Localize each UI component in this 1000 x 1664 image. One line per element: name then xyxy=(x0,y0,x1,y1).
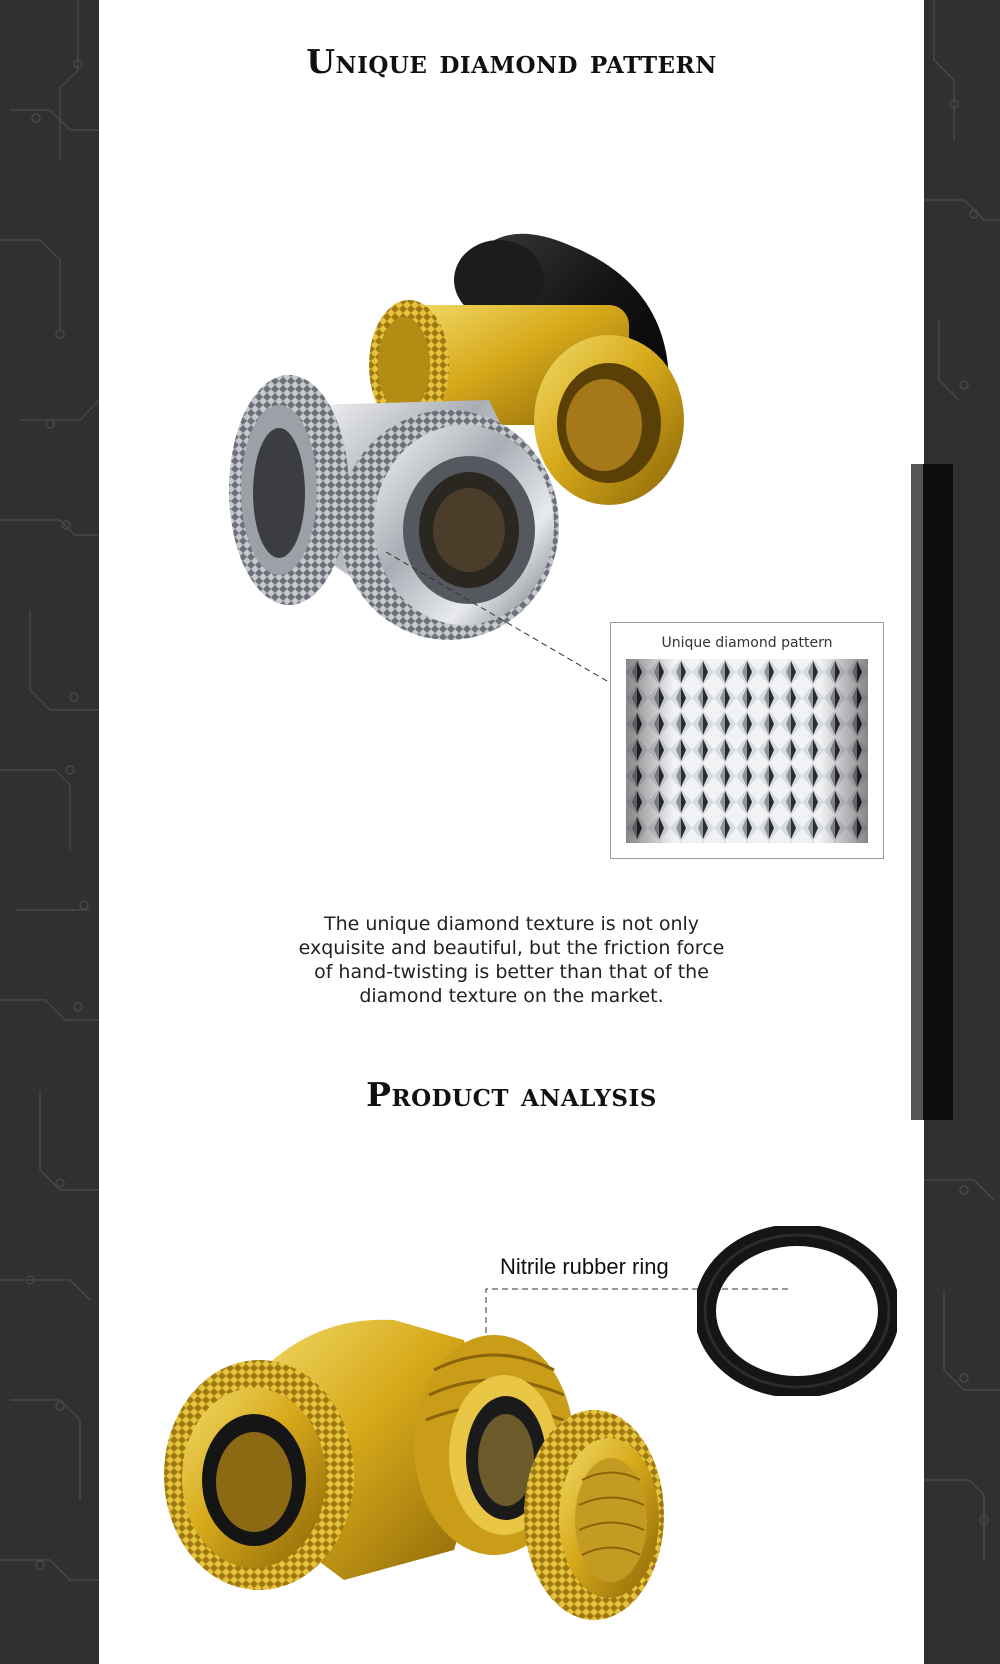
rubber-ring-label: Nitrile rubber ring xyxy=(500,1254,669,1279)
section-heading-product-analysis: Product analysis xyxy=(366,1075,657,1114)
left-background-strip xyxy=(0,0,99,1664)
diamond-texture-closeup xyxy=(626,659,868,843)
scrollbar-thumb-edge xyxy=(911,464,923,1120)
circuit-pattern-left xyxy=(0,0,99,1664)
scrollbar[interactable] xyxy=(911,464,953,1120)
product-detail-panel xyxy=(99,0,924,1664)
diamond-pattern-description: The unique diamond texture is not only exquisite and beautiful, but the friction force of hand-twisting is better than that of the diamond texture on the market. xyxy=(298,913,725,1007)
rubber-o-ring-photo xyxy=(697,1226,897,1396)
gold-fitting-exploded-photo xyxy=(154,1300,694,1630)
diamond-pattern-zoom-box xyxy=(610,622,884,859)
zoom-caption: Unique diamond pattern xyxy=(661,635,833,651)
section-heading-diamond-pattern: Unique diamond pattern xyxy=(306,42,717,81)
